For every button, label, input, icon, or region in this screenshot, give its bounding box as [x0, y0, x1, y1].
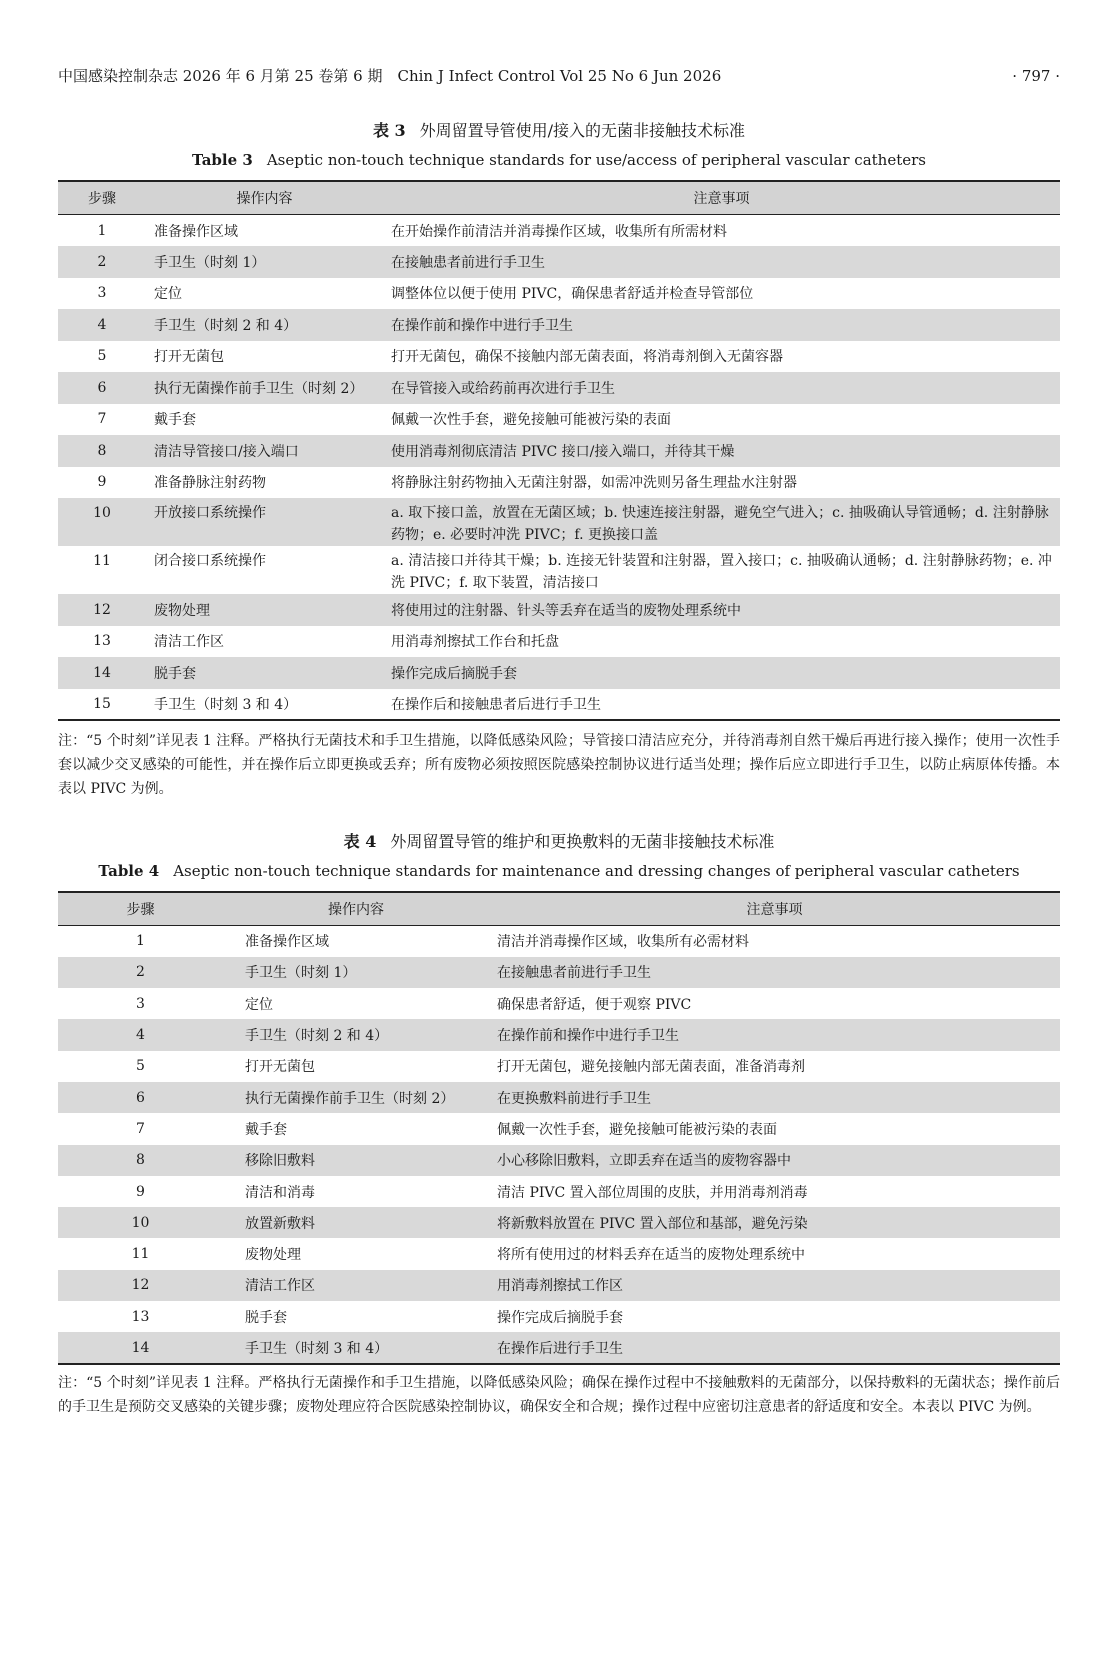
step-cell: 12	[58, 1270, 223, 1301]
operation-cell: 手卫生（时刻 2 和 4）	[146, 309, 383, 341]
table4-header-row	[58, 892, 1060, 926]
table-row	[58, 246, 1060, 278]
table3-caption-en	[58, 149, 1060, 171]
table3	[58, 180, 1060, 721]
table4-header-notes: 注意事项	[489, 892, 1060, 926]
step-cell: 9	[136, 1183, 145, 1200]
page-number: · 797 ·	[1012, 67, 1060, 85]
step-cell: 2	[58, 957, 223, 988]
operation-cell: 闭合接口系统操作	[154, 553, 266, 569]
step-cell: 10	[58, 1207, 223, 1238]
table-row	[58, 594, 1060, 626]
table4-footnote: 注：“5 个时刻”详见表 1 注释。严格执行无菌操作和手卫生措施，以降低感染风险；确保在操作过程中不接触敷料的无菌部分，以保持敷料的无菌状态；操作前后的手卫生是预防交叉感染的关键步骤；废物处理应符合医院感染控制协议，确保安全和合规；操作过程中应密切注意患者的舒适度和安全。本表以 PIVC 为例。	[58, 1375, 1060, 1415]
notes-cell: 在更换敷料前进行手卫生	[489, 1082, 1060, 1113]
step-cell: 5	[136, 1058, 145, 1075]
operation-cell: 清洁导管接口/接入端口	[146, 435, 383, 467]
table4-title-cn: 外周留置导管的维护和更换敷料的无菌非接触技术标准	[390, 832, 775, 851]
step-cell: 1	[97, 222, 107, 239]
step-cell: 14	[58, 657, 146, 689]
table-row	[58, 1207, 1060, 1238]
step-cell: 11	[93, 553, 111, 569]
notes-cell: 在操作后和接触患者后进行手卫生	[383, 689, 1060, 721]
table-row	[58, 657, 1060, 689]
notes-cell: 将静脉注射药物抽入无菌注射器，如需冲洗则另备生理盐水注射器	[391, 475, 797, 492]
table-row	[58, 498, 1060, 546]
notes-cell: 在接触患者前进行手卫生	[489, 957, 1060, 988]
operation-cell: 废物处理	[146, 594, 383, 626]
table4-header-operation: 操作内容	[223, 892, 489, 926]
table-row	[58, 1113, 1060, 1144]
table4-label-cn: 表 4	[343, 832, 377, 851]
operation-cell: 定位	[154, 286, 182, 303]
operation-cell: 戴手套	[154, 412, 196, 429]
table-row	[58, 1051, 1060, 1082]
step-cell: 10	[58, 498, 146, 546]
notes-cell: 确保患者舒适，便于观察 PIVC	[497, 996, 692, 1013]
operation-cell: 开放接口系统操作	[146, 498, 383, 546]
table-row	[58, 309, 1060, 341]
operation-cell: 清洁和消毒	[245, 1184, 315, 1201]
table4-caption-en	[58, 860, 1060, 882]
step-cell: 9	[97, 474, 107, 491]
table4-title-en: Aseptic non-touch technique standards for maintenance and dressing changes of peripheral vascular catheters	[173, 862, 1020, 880]
table3-title-en: Aseptic non-touch technique standards for use/access of peripheral vascular catheters	[266, 151, 926, 169]
notes-cell: 操作完成后摘脱手套	[497, 1309, 623, 1326]
operation-cell: 准备操作区域	[154, 223, 238, 240]
table3-header-step: 步骤	[58, 181, 146, 215]
table-row	[58, 626, 1060, 658]
table-row	[58, 926, 1060, 957]
table-row	[58, 435, 1060, 467]
step-cell: 8	[58, 435, 146, 467]
notes-cell: 调整体位以便于使用 PIVC，确保患者舒适并检查导管部位	[391, 286, 754, 303]
operation-cell: 打开无菌包	[245, 1059, 315, 1076]
notes-cell: 佩戴一次性手套，避免接触可能被污染的表面	[391, 412, 671, 429]
operation-cell: 准备静脉注射药物	[154, 475, 266, 492]
notes-cell: a. 取下接口盖，放置在无菌区域；b. 快速连接注射器，避免空气进入；c. 抽吸确认导管通畅；d. 注射静脉药物；e. 必要时冲洗 PIVC；f. 更换接口盖	[383, 498, 1060, 546]
notes-cell: a. 清洁接口并待其干燥；b. 连接无针装置和注射器，置入接口；c. 抽吸确认通畅；d. 注射静脉药物；e. 冲洗 PIVC；f. 取下装置，清洁接口	[391, 553, 1052, 591]
operation-cell: 戴手套	[245, 1121, 287, 1138]
operation-cell: 移除旧敷料	[223, 1145, 489, 1176]
notes-cell: 在开始操作前清洁并消毒操作区域，收集所有所需材料	[391, 223, 727, 240]
operation-cell: 执行无菌操作前手卫生（时刻 2）	[146, 372, 383, 404]
notes-cell: 小心移除旧敷料，立即丢弃在适当的废物容器中	[489, 1145, 1060, 1176]
notes-cell: 在操作后进行手卫生	[489, 1332, 1060, 1363]
table3-header-row	[58, 181, 1060, 215]
operation-cell: 手卫生（时刻 1）	[223, 957, 489, 988]
table-row	[58, 372, 1060, 404]
table-row	[58, 467, 1060, 499]
table4-caption-cn	[58, 831, 1060, 853]
operation-cell: 定位	[245, 996, 273, 1013]
step-cell: 6	[58, 1082, 223, 1113]
table-row	[58, 546, 1060, 594]
step-cell: 3	[136, 995, 145, 1012]
table3-label-en: Table 3	[191, 151, 253, 169]
table4	[58, 891, 1060, 1365]
table-row	[58, 278, 1060, 310]
notes-cell: 将新敷料放置在 PIVC 置入部位和基部，避免污染	[489, 1207, 1060, 1238]
operation-cell: 准备操作区域	[245, 934, 329, 951]
table-row	[58, 1176, 1060, 1207]
operation-cell: 执行无菌操作前手卫生（时刻 2）	[223, 1082, 489, 1113]
notes-cell: 清洁并消毒操作区域，收集所有必需材料	[497, 934, 749, 951]
operation-cell: 打开无菌包	[154, 349, 224, 366]
notes-cell: 在接触患者前进行手卫生	[383, 246, 1060, 278]
table3-header-notes: 注意事项	[383, 181, 1060, 215]
operation-cell: 脱手套	[146, 657, 383, 689]
operation-cell: 清洁工作区	[223, 1270, 489, 1301]
step-cell: 5	[97, 348, 107, 365]
operation-cell: 废物处理	[245, 1247, 301, 1264]
notes-cell: 在导管接入或给药前再次进行手卫生	[383, 372, 1060, 404]
step-cell: 2	[58, 246, 146, 278]
operation-cell: 清洁工作区	[154, 634, 224, 651]
step-cell: 12	[58, 594, 146, 626]
operation-cell: 手卫生（时刻 3 和 4）	[146, 689, 383, 721]
table-row	[58, 988, 1060, 1019]
operation-cell: 手卫生（时刻 2 和 4）	[223, 1019, 489, 1050]
table-row	[58, 1238, 1060, 1269]
step-cell: 13	[131, 1308, 150, 1325]
notes-cell: 在操作前和操作中进行手卫生	[383, 309, 1060, 341]
table3-caption-cn	[58, 120, 1060, 142]
step-cell: 11	[131, 1246, 150, 1263]
step-cell: 14	[58, 1332, 223, 1363]
notes-cell: 用消毒剂擦拭工作区	[489, 1270, 1060, 1301]
step-cell: 13	[93, 633, 111, 650]
table4-label-en: Table 4	[98, 862, 160, 880]
notes-cell: 将所有使用过的材料丢弃在适当的废物处理系统中	[497, 1247, 805, 1264]
step-cell: 7	[136, 1120, 145, 1137]
notes-cell: 用消毒剂擦拭工作台和托盘	[391, 634, 559, 651]
step-cell: 4	[58, 1019, 223, 1050]
journal-citation: 中国感染控制杂志 2026 年 6 月第 25 卷第 6 期 Chin J Infect Control Vol 25 No 6 Jun 2026	[58, 67, 722, 85]
notes-cell: 在操作前和操作中进行手卫生	[489, 1019, 1060, 1050]
step-cell: 4	[58, 309, 146, 341]
table-row	[58, 957, 1060, 988]
table-row	[58, 1082, 1060, 1113]
table-row	[58, 1301, 1060, 1332]
notes-cell: 清洁 PIVC 置入部位周围的皮肤，并用消毒剂消毒	[497, 1184, 808, 1201]
table-row	[58, 215, 1060, 247]
step-cell: 6	[58, 372, 146, 404]
step-cell: 7	[97, 411, 107, 428]
table-row	[58, 689, 1060, 721]
notes-cell: 使用消毒剂彻底清洁 PIVC 接口/接入端口，并待其干燥	[383, 435, 1060, 467]
table3-header-operation: 操作内容	[146, 181, 383, 215]
notes-cell: 佩戴一次性手套，避免接触可能被污染的表面	[497, 1121, 777, 1138]
operation-cell: 脱手套	[245, 1309, 287, 1326]
notes-cell: 打开无菌包，避免接触内部无菌表面，准备消毒剂	[497, 1059, 805, 1076]
table-row	[58, 404, 1060, 436]
table4-header-step: 步骤	[58, 892, 223, 926]
table-row	[58, 1145, 1060, 1176]
step-cell: 1	[136, 933, 145, 950]
table3-footnote: 注：“5 个时刻”详见表 1 注释。严格执行无菌技术和手卫生措施，以降低感染风险；导管接口清洁应充分，并待消毒剂自然干燥后再进行接入操作；使用一次性手套以减少交叉感染的可能性，并在操作后立即更换或丢弃；所有废物必须按照医院感染控制协议进行适当处理；操作后应立即进行手卫生，以防止病原体传播。本表以 PIVC 为例。	[58, 733, 1060, 797]
notes-cell: 打开无菌包，确保不接触内部无菌表面，将消毒剂倒入无菌容器	[391, 349, 783, 366]
operation-cell: 放置新敷料	[223, 1207, 489, 1238]
notes-cell: 操作完成后摘脱手套	[383, 657, 1060, 689]
operation-cell: 手卫生（时刻 1）	[146, 246, 383, 278]
table-row	[58, 1270, 1060, 1301]
step-cell: 3	[97, 285, 107, 302]
step-cell: 15	[58, 689, 146, 721]
table-row	[58, 341, 1060, 373]
table3-title-cn: 外周留置导管使用/接入的无菌非接触技术标准	[419, 121, 746, 140]
step-cell: 8	[58, 1145, 223, 1176]
notes-cell: 将使用过的注射器、针头等丢弃在适当的废物处理系统中	[383, 594, 1060, 626]
running-head	[58, 66, 1060, 86]
table3-label-cn: 表 3	[372, 121, 406, 140]
operation-cell: 手卫生（时刻 3 和 4）	[223, 1332, 489, 1363]
table-row	[58, 1019, 1060, 1050]
table-row	[58, 1332, 1060, 1363]
